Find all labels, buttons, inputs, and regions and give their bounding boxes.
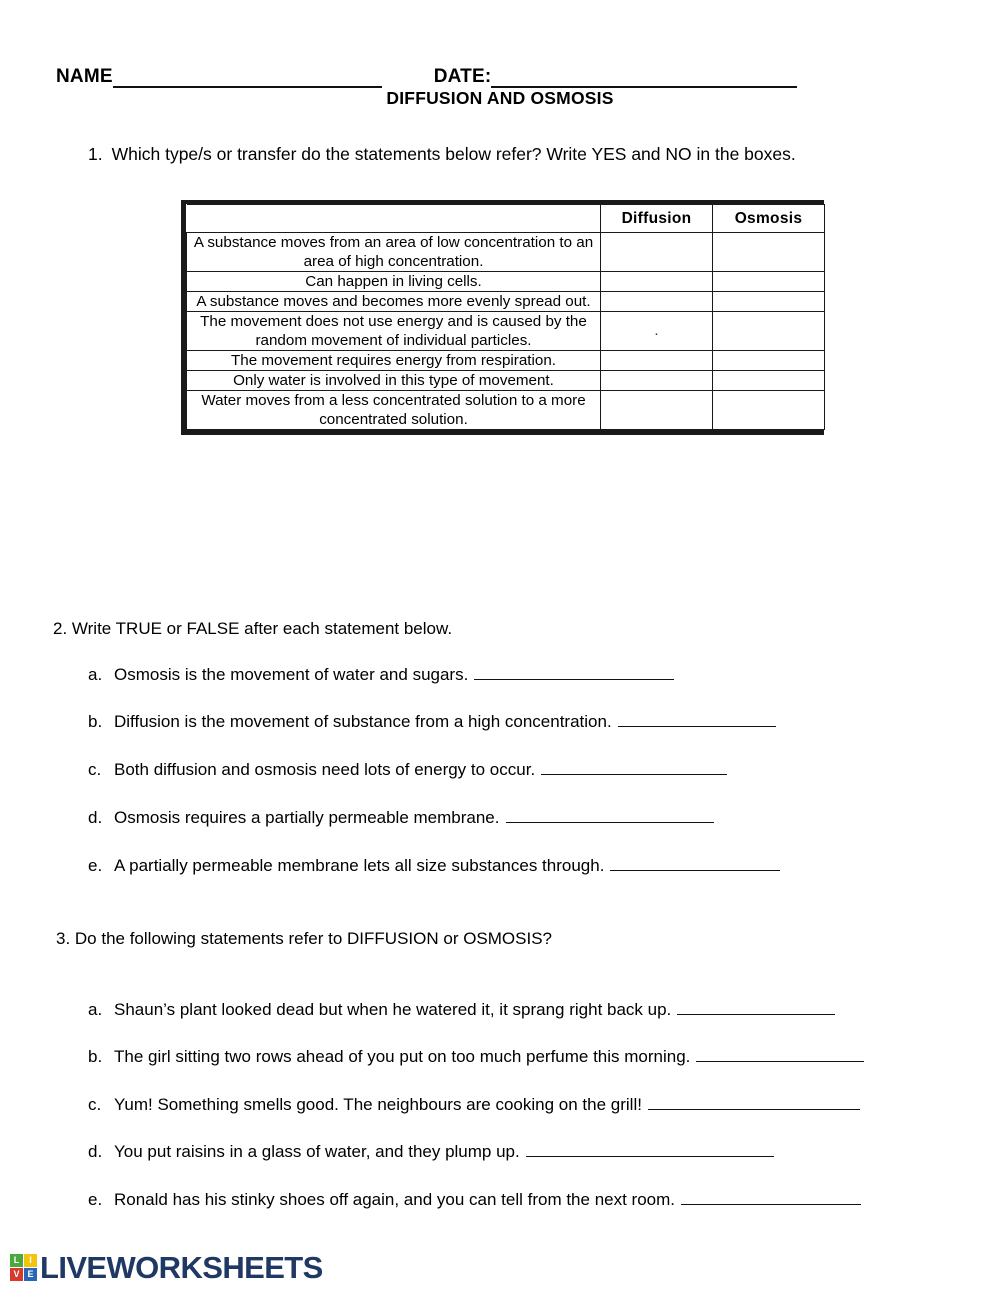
statement-cell: A substance moves from an area of low concentration to an area of high concentration. [187,233,601,272]
question-2-item-c [88,759,727,781]
date-label: DATE: [433,66,492,87]
item-letter: d. [88,808,103,827]
table-body [187,233,825,430]
name-input-rule[interactable] [113,66,382,88]
item-letter: e. [88,1190,103,1209]
statement-cell: Only water is involved in this type of movement. [187,371,601,391]
item-text: You put raisins in a glass of water, and they plump up. [114,1142,520,1161]
answer-blank[interactable] [677,1000,835,1015]
item-text: Osmosis requires a partially permeable membrane. [114,808,500,827]
answer-blank[interactable] [648,1095,860,1110]
question-3-item-a [88,999,835,1021]
item-text: Both diffusion and osmosis need lots of energy to occur. [114,760,536,779]
item-text: Diffusion is the movement of substance from a high concentration. [114,712,612,731]
item-text: A partially permeable membrane lets all size substances through. [114,856,605,875]
item-letter: b. [88,1047,103,1066]
item-text: Shaun’s plant looked dead but when he watered it, it sprang right back up. [114,1000,672,1019]
logo-square-e: E [24,1268,37,1281]
table-row [187,292,825,312]
question-2-item-b [88,711,776,733]
diffusion-answer-box[interactable] [601,272,713,292]
osmosis-answer-box[interactable] [713,371,825,391]
column-header-diffusion: Diffusion [601,205,713,233]
osmosis-answer-box[interactable] [713,312,825,351]
question-1-prompt [88,143,796,166]
statement-cell: Can happen in living cells. [187,272,601,292]
statement-cell: The movement does not use energy and is caused by the random movement of individual particles. [187,312,601,351]
question-2-item-e [88,855,780,877]
item-text: Ronald has his stinky shoes off again, and you can tell from the next room. [114,1190,675,1209]
osmosis-answer-box[interactable] [713,351,825,371]
osmosis-answer-box[interactable] [713,233,825,272]
item-letter: e. [88,856,103,875]
item-text: Osmosis is the movement of water and sugars. [114,665,469,684]
column-header-osmosis: Osmosis [713,205,825,233]
diffusion-answer-box[interactable] [601,351,713,371]
diffusion-answer-box[interactable] [601,312,713,351]
item-letter: d. [88,1142,103,1161]
item-letter: a. [88,1000,103,1019]
item-letter: a. [88,665,103,684]
logo-wordmark: LIVEWORKSHEETS [40,1250,323,1285]
question-3-heading: 3. Do the following statements refer to DIFFUSION or OSMOSIS? [56,929,553,948]
diffusion-osmosis-table-wrapper [181,200,824,435]
item-text: Yum! Something smells good. The neighbours are cooking on the grill! [114,1095,642,1114]
answer-blank[interactable] [526,1142,774,1157]
column-header-statement [187,205,601,233]
answer-blank[interactable] [618,712,776,727]
table-header-row [187,205,825,233]
diffusion-osmosis-table [186,204,825,430]
table-row [187,272,825,292]
question-3-item-b [88,1046,864,1068]
statement-cell: Water moves from a less concentrated solution to a more concentrated solution. [187,391,601,430]
answer-blank[interactable] [506,808,714,823]
logo-square-v: V [10,1268,23,1281]
answer-blank[interactable] [681,1190,861,1205]
table-row [187,391,825,430]
name-date-header [56,58,944,88]
table-row [187,312,825,351]
answer-blank[interactable] [610,856,780,871]
table-row [187,351,825,371]
table-row [187,233,825,272]
logo-square-i: I [24,1254,37,1267]
name-label: NAME [56,66,113,87]
diffusion-answer-box[interactable] [601,233,713,272]
diffusion-answer-value: . [654,322,659,339]
page-title: DIFFUSION AND OSMOSIS [386,88,614,108]
osmosis-answer-box[interactable] [713,391,825,430]
logo-squares-icon [10,1254,37,1281]
diffusion-answer-box[interactable] [601,371,713,391]
table-row [187,371,825,391]
item-letter: c. [88,760,102,779]
statement-cell: A substance moves and becomes more evenly spread out. [187,292,601,312]
question-3-item-c [88,1094,860,1116]
item-text: The girl sitting two rows ahead of you put on too much perfume this morning. [114,1047,691,1066]
answer-blank[interactable] [541,760,727,775]
question-2-heading: 2. Write TRUE or FALSE after each statement below. [53,619,453,638]
question-3-item-d [88,1141,774,1163]
statement-cell: The movement requires energy from respiration. [187,351,601,371]
table-head [187,205,825,233]
question-1-number: 1. [88,144,103,164]
liveworksheets-logo[interactable] [10,1252,323,1283]
osmosis-answer-box[interactable] [713,272,825,292]
logo-square-l: L [10,1254,23,1267]
diffusion-answer-box[interactable] [601,391,713,430]
question-2-item-a [88,664,674,686]
osmosis-answer-box[interactable] [713,292,825,312]
answer-blank[interactable] [474,665,674,680]
date-input-rule[interactable] [491,66,797,88]
diffusion-answer-box[interactable] [601,292,713,312]
question-1-text: Which type/s or transfer do the statements below refer? Write YES and NO in the boxes. [111,144,796,164]
item-letter: c. [88,1095,102,1114]
question-3-item-e [88,1189,861,1211]
item-letter: b. [88,712,103,731]
question-2-item-d [88,807,714,829]
answer-blank[interactable] [696,1047,864,1062]
